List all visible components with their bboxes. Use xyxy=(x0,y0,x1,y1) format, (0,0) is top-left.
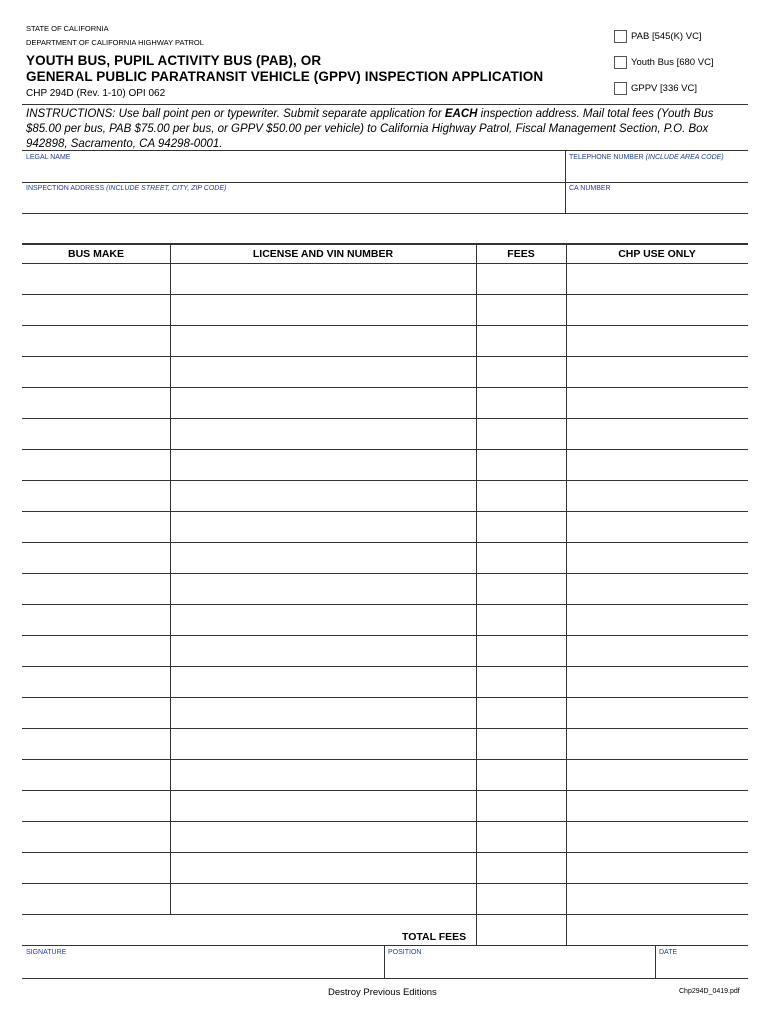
divider xyxy=(22,790,748,791)
divider xyxy=(22,263,748,264)
license-vin-cell[interactable] xyxy=(171,420,475,447)
bus-make-cell[interactable] xyxy=(23,544,169,571)
license-vin-cell[interactable] xyxy=(171,761,475,788)
chp-use-only-cell[interactable] xyxy=(567,544,747,571)
chp-use-only-cell[interactable] xyxy=(567,265,747,292)
fees-cell[interactable] xyxy=(477,420,565,447)
ca-number-label: CA NUMBER xyxy=(569,185,611,192)
instructions-text-2: inspection address. Mail total fees (Youth Bus $85.00 per bus, PAB $75.00 per bus, or GPPV $50.00 per vehicle) to California Highway Patrol, Fiscal Management Section, P.O. Box 942898, Sacramento, CA 94298-0001. xyxy=(26,108,714,150)
checkbox-gppv-row xyxy=(614,82,697,95)
chp-use-only-cell[interactable] xyxy=(567,482,747,509)
fees-cell[interactable] xyxy=(477,265,565,292)
chp-use-only-cell[interactable] xyxy=(567,885,747,912)
divider xyxy=(22,883,748,884)
fees-cell[interactable] xyxy=(477,730,565,757)
license-vin-cell[interactable] xyxy=(171,730,475,757)
fees-cell[interactable] xyxy=(477,327,565,354)
chp-use-only-cell[interactable] xyxy=(567,699,747,726)
legal-name-input[interactable] xyxy=(26,165,556,179)
license-vin-cell[interactable] xyxy=(171,668,475,695)
license-vin-cell[interactable] xyxy=(171,699,475,726)
chp-use-only-cell[interactable] xyxy=(567,389,747,416)
chp-use-only-cell[interactable] xyxy=(567,358,747,385)
chp-use-only-cell[interactable] xyxy=(567,823,747,850)
instructions-emphasis: EACH xyxy=(444,108,478,120)
divider xyxy=(22,449,748,450)
checkbox-youth-bus-label: Youth Bus [680 VC] xyxy=(631,57,714,68)
fees-cell[interactable] xyxy=(477,451,565,478)
inspection-address-label xyxy=(26,185,226,192)
fees-cell[interactable] xyxy=(477,854,565,881)
chp-use-only-cell[interactable] xyxy=(567,761,747,788)
checkbox-gppv[interactable] xyxy=(614,82,627,95)
divider xyxy=(22,104,748,105)
instructions-text-1: INSTRUCTIONS: Use ball point pen or typewriter. Submit separate application for xyxy=(26,108,445,120)
signature-input[interactable] xyxy=(26,961,376,975)
fees-cell[interactable] xyxy=(477,544,565,571)
bus-make-cell[interactable] xyxy=(23,761,169,788)
bus-make-cell[interactable] xyxy=(23,327,169,354)
divider xyxy=(22,542,748,543)
divider xyxy=(22,511,748,512)
fees-cell[interactable] xyxy=(477,792,565,819)
fees-cell[interactable] xyxy=(477,389,565,416)
instructions xyxy=(26,107,748,152)
chp-use-only-cell[interactable] xyxy=(567,327,747,354)
license-vin-cell[interactable] xyxy=(171,823,475,850)
license-vin-cell[interactable] xyxy=(171,606,475,633)
bus-make-cell[interactable] xyxy=(23,513,169,540)
chp-use-only-cell[interactable] xyxy=(567,296,747,323)
divider xyxy=(22,635,748,636)
license-vin-cell[interactable] xyxy=(171,482,475,509)
license-vin-cell[interactable] xyxy=(171,265,475,292)
bus-make-cell[interactable] xyxy=(23,668,169,695)
divider xyxy=(22,759,748,760)
bus-make-cell[interactable] xyxy=(23,792,169,819)
checkbox-pab-label: PAB [545(K) VC] xyxy=(631,31,702,42)
fees-cell[interactable] xyxy=(477,606,565,633)
license-vin-cell[interactable] xyxy=(171,792,475,819)
footer-filename: Chp294D_0419.pdf xyxy=(679,988,740,995)
bus-make-cell[interactable] xyxy=(23,823,169,850)
license-vin-cell[interactable] xyxy=(171,327,475,354)
chp-use-only-cell[interactable] xyxy=(567,637,747,664)
divider xyxy=(22,243,748,245)
divider xyxy=(22,852,748,853)
divider xyxy=(22,418,748,419)
legal-name-label: LEGAL NAME xyxy=(26,154,71,161)
license-vin-cell[interactable] xyxy=(171,885,475,912)
divider xyxy=(22,728,748,729)
chp-use-only-cell[interactable] xyxy=(567,606,747,633)
checkbox-gppv-label: GPPV [336 VC] xyxy=(631,83,698,94)
divider xyxy=(22,697,748,698)
column-header-bus-make: BUS MAKE xyxy=(67,248,124,260)
divider xyxy=(655,945,656,978)
bus-make-cell[interactable] xyxy=(23,296,169,323)
position-label: POSITION xyxy=(388,949,422,956)
checkbox-youth-bus[interactable] xyxy=(614,56,627,69)
license-vin-cell[interactable] xyxy=(171,854,475,881)
fees-cell[interactable] xyxy=(477,575,565,602)
license-vin-cell[interactable] xyxy=(171,575,475,602)
divider xyxy=(22,821,748,822)
license-vin-cell[interactable] xyxy=(171,513,475,540)
bus-make-cell[interactable] xyxy=(23,637,169,664)
license-vin-cell[interactable] xyxy=(171,451,475,478)
fees-cell[interactable] xyxy=(477,296,565,323)
divider xyxy=(22,213,748,214)
chp-use-only-cell[interactable] xyxy=(567,792,747,819)
chp-use-only-cell[interactable] xyxy=(567,420,747,447)
date-label: DATE xyxy=(659,949,678,956)
divider xyxy=(22,480,748,481)
checkbox-pab-row xyxy=(614,30,702,43)
form-title-line2: GENERAL PUBLIC PARATRANSIT VEHICLE (GPPV) INSPECTION APPLICATION xyxy=(26,69,544,84)
fees-cell[interactable] xyxy=(477,637,565,664)
bus-make-cell[interactable] xyxy=(23,358,169,385)
divider xyxy=(22,978,748,979)
checkbox-pab[interactable] xyxy=(614,30,627,43)
inspection-address-label-text: INSPECTION ADDRESS xyxy=(26,185,107,192)
chp-use-only-cell[interactable] xyxy=(567,451,747,478)
column-header-license-vin: LICENSE AND VIN NUMBER xyxy=(252,248,394,260)
ca-number-input[interactable] xyxy=(569,197,744,211)
total-fees-input[interactable] xyxy=(476,916,566,946)
bus-make-cell[interactable] xyxy=(23,389,169,416)
bus-make-cell[interactable] xyxy=(23,730,169,757)
chp-use-only-cell[interactable] xyxy=(567,575,747,602)
divider xyxy=(22,356,748,357)
fees-cell[interactable] xyxy=(477,668,565,695)
column-header-chp-use-only: CHP USE ONLY xyxy=(618,248,696,260)
divider xyxy=(22,573,748,574)
divider xyxy=(22,294,748,295)
chp-use-only-cell[interactable] xyxy=(567,730,747,757)
fees-cell[interactable] xyxy=(477,885,565,912)
fees-cell[interactable] xyxy=(477,699,565,726)
divider xyxy=(22,945,748,946)
divider xyxy=(22,666,748,667)
chp-use-only-cell[interactable] xyxy=(567,854,747,881)
bus-make-cell[interactable] xyxy=(23,606,169,633)
divider xyxy=(22,387,748,388)
fees-cell[interactable] xyxy=(477,761,565,788)
license-vin-cell[interactable] xyxy=(171,637,475,664)
signature-label: SIGNATURE xyxy=(26,949,67,956)
fees-cell[interactable] xyxy=(477,358,565,385)
chp-use-only-cell[interactable] xyxy=(567,668,747,695)
fees-cell[interactable] xyxy=(477,823,565,850)
bus-make-cell[interactable] xyxy=(23,451,169,478)
license-vin-cell[interactable] xyxy=(171,358,475,385)
form-id: CHP 294D (Rev. 1-10) OPI 062 xyxy=(26,88,166,99)
license-vin-cell[interactable] xyxy=(171,296,475,323)
bus-make-cell[interactable] xyxy=(23,575,169,602)
bus-make-cell[interactable] xyxy=(23,420,169,447)
column-header-fees: FEES xyxy=(507,248,535,260)
telephone-input[interactable] xyxy=(569,165,744,179)
divider xyxy=(22,604,748,605)
divider xyxy=(22,325,748,326)
fees-cell[interactable] xyxy=(477,482,565,509)
inspection-address-label-note: (INCLUDE STREET, CITY, ZIP CODE) xyxy=(106,185,227,192)
form-title-line1: YOUTH BUS, PUPIL ACTIVITY BUS (PAB), OR xyxy=(26,53,322,68)
telephone-label-text: TELEPHONE NUMBER xyxy=(569,154,646,161)
telephone-label-note: (INCLUDE AREA CODE) xyxy=(645,154,724,161)
license-vin-cell[interactable] xyxy=(171,544,475,571)
divider xyxy=(22,182,748,183)
license-vin-cell[interactable] xyxy=(171,389,475,416)
divider xyxy=(22,150,748,151)
checkbox-youth-bus-row xyxy=(614,56,714,69)
date-input[interactable] xyxy=(659,961,745,975)
bus-make-cell[interactable] xyxy=(23,482,169,509)
telephone-label xyxy=(569,154,724,161)
state-label: STATE OF CALIFORNIA xyxy=(26,24,109,33)
chp-use-only-cell[interactable] xyxy=(567,513,747,540)
inspection-address-input[interactable] xyxy=(26,197,556,211)
fees-cell[interactable] xyxy=(477,513,565,540)
bus-make-cell[interactable] xyxy=(23,885,169,912)
bus-make-cell[interactable] xyxy=(23,854,169,881)
position-input[interactable] xyxy=(388,961,648,975)
divider xyxy=(565,150,566,213)
footer-destroy-note: Destroy Previous Editions xyxy=(328,987,437,998)
bus-make-cell[interactable] xyxy=(23,265,169,292)
divider xyxy=(384,945,385,978)
department-label: DEPARTMENT OF CALIFORNIA HIGHWAY PATROL xyxy=(26,38,204,47)
total-fees-label: TOTAL FEES xyxy=(402,931,467,943)
bus-make-cell[interactable] xyxy=(23,699,169,726)
divider xyxy=(22,914,748,915)
